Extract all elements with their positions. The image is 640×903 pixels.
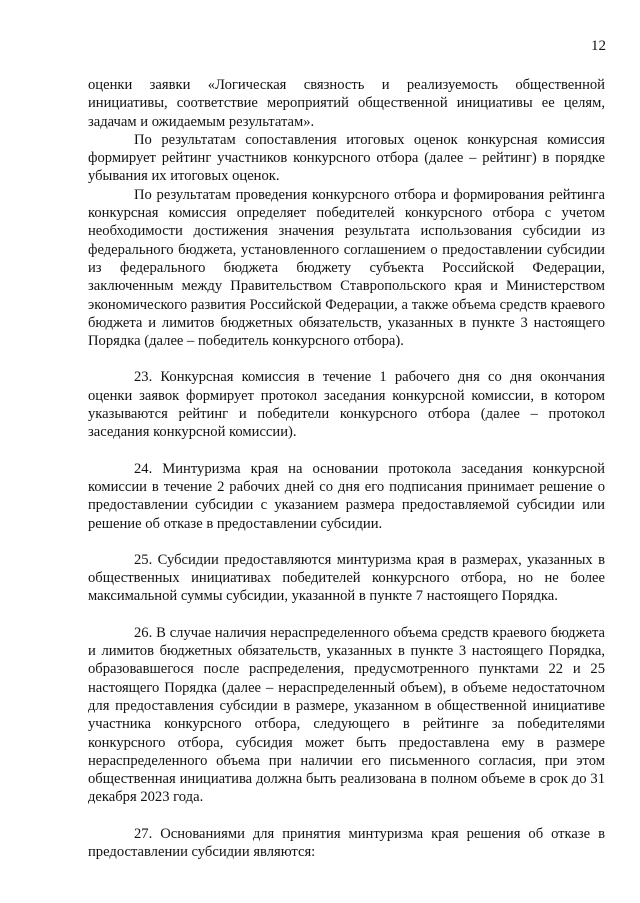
- paragraph-item-27: 27. Основаниями для принятия минтуризма края решения об отказе в предоставлении субсидии являются:: [88, 825, 605, 860]
- paragraph-item-23: 23. Конкурсная комиссия в течение 1 рабочего дня со дня окончания оценки заявок формирует протокол заседания конкурсной комиссии, в котором указываются рейтинг и победители конкурсного отбора (далее – протокол заседания конкурсной комиссии).: [88, 369, 605, 441]
- page-number: 12: [591, 38, 606, 54]
- paragraph-item-25: 25. Субсидии предоставляются минтуризма края в размерах, указанных в общественных инициативах победителей конкурсного отбора, но не более максимальной суммы субсидии, указанной в пункте 7 настоящего Порядка.: [88, 551, 605, 605]
- document-body: [88, 76, 605, 861]
- paragraph-item-24: 24. Минтуризма края на основании протокола заседания конкурсной комиссии в течение 2 рабочих дней со дня его подписания принимает решение о предоставлении субсидии с указанием размера предоставляемой субсидии или решение об отказе в предоставлении субсидии.: [88, 460, 605, 532]
- paragraph-winners: По результатам проведения конкурсного отбора и формирования рейтинга конкурсная комиссия определяет победителей конкурсного отбора с учетом необходимости достижения значения результата использования субсидии из федерального бюджета, установленного соглашением о предоставлении субсидии из федерального бюджета бюджету субъекта Российской Федерации, заключенным между Правительством Ставропольского края и Министерством экономического развития Российской Федерации, а также объема средств краевого бюджета и лимитов бюджетных обязательств, указанных в пункте 3 настоящего Порядка (далее – победитель конкурсного отбора).: [88, 186, 605, 350]
- paragraph-item-26: 26. В случае наличия нераспределенного объема средств краевого бюджета и лимитов бюджетных обязательств, указанных в пункте 3 настоящего Порядка, образовавшегося после распределения, предусмотренного пунктами 22 и 25 настоящего Порядка (далее – нераспределенный объем), в объеме недостаточном для предоставления субсидии в размере, указанном в общественной инициативе участника конкурсного отбора, следующего в рейтинге за победителями конкурсного отбора, субсидия может быть предоставлена ему в размере нераспределенного объема при наличии его письменного согласия, при этом общественная инициатива должна быть реализована в полном объеме в срок до 31 декабря 2023 года.: [88, 624, 605, 806]
- paragraph-continuation: оценки заявки «Логическая связность и реализуемость общественной инициативы, соответствие мероприятий общественной инициативы ее целям, задачам и ожидаемым результатам».: [88, 77, 605, 130]
- paragraph-rating: По результатам сопоставления итоговых оценок конкурсная комиссия формирует рейтинг участников конкурсного отбора (далее – рейтинг) в порядке убывания их итоговых оценок.: [88, 131, 605, 185]
